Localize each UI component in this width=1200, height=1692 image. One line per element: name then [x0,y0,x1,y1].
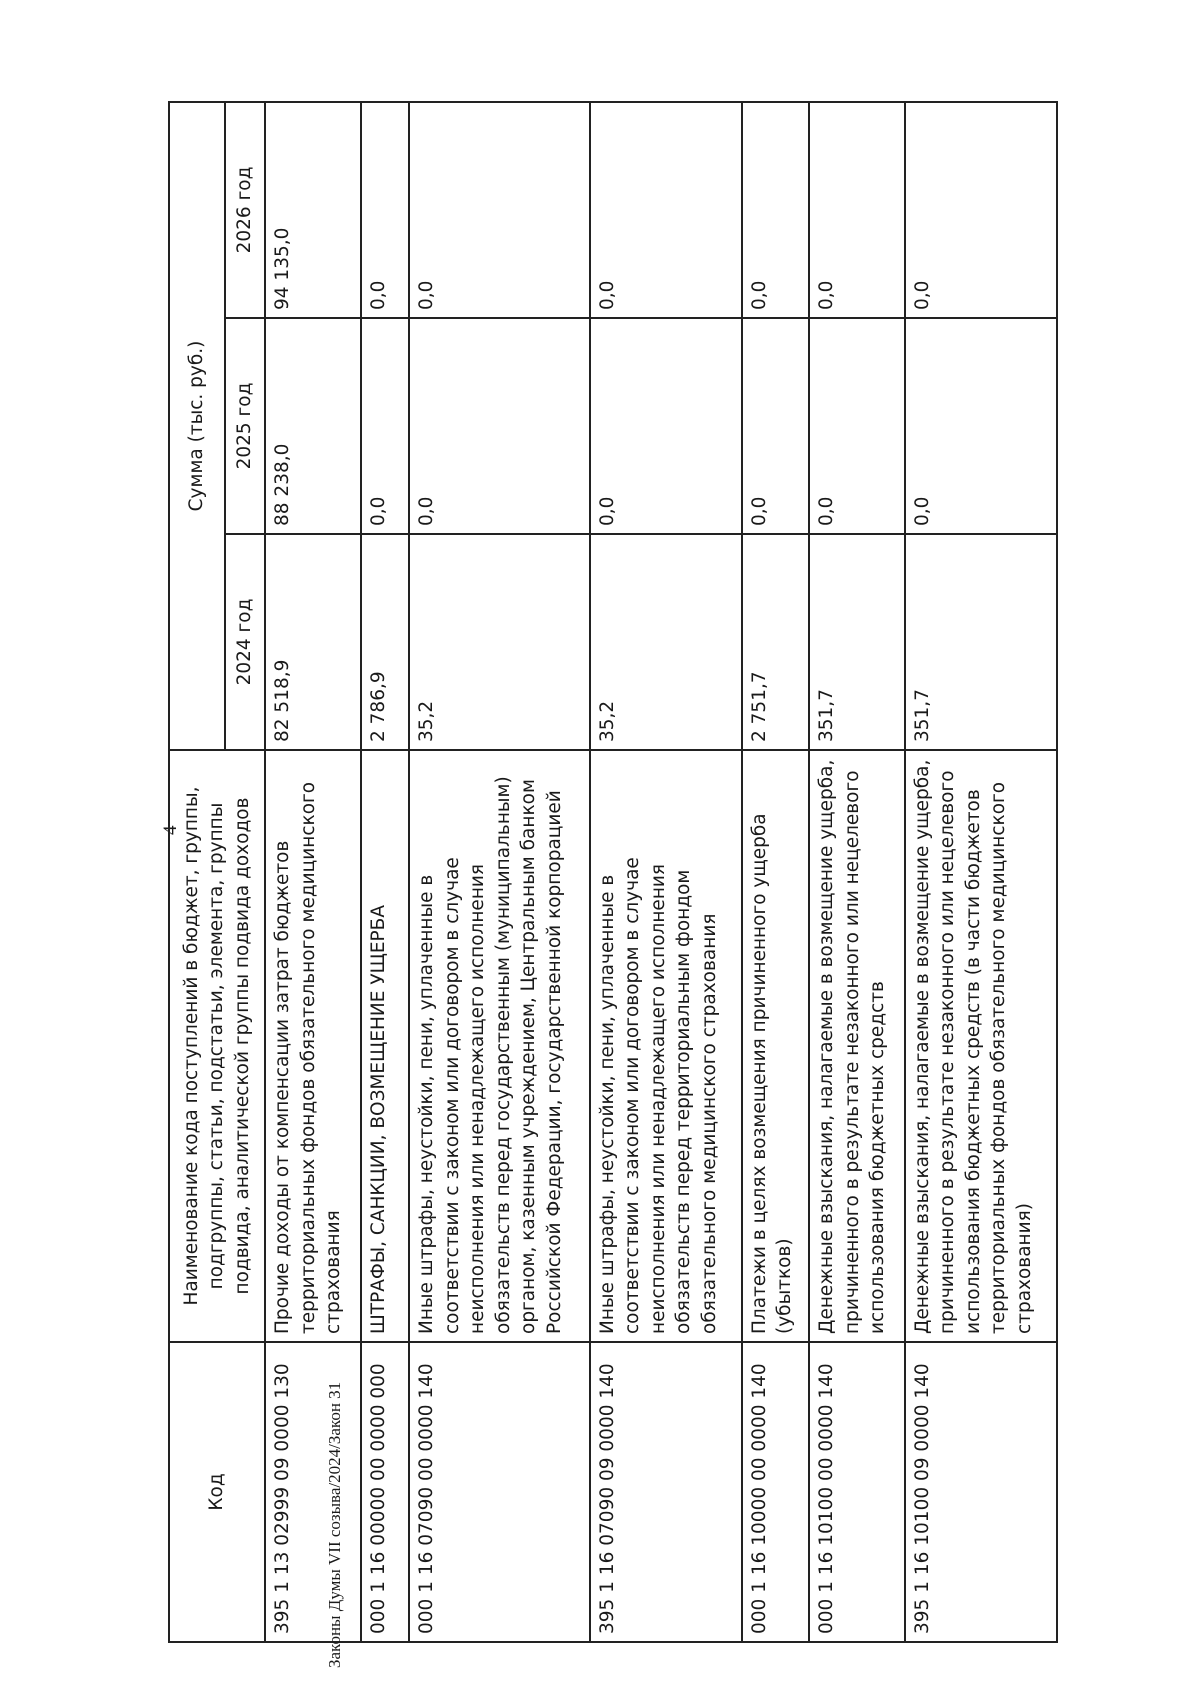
table-row [265,102,361,1642]
cell-2024: 35,2 [409,534,589,750]
header-2024: 2024 год [225,534,265,750]
cell-2025: 0,0 [809,318,905,534]
cell-2026: 0,0 [409,102,589,318]
cell-2024: 82 518,9 [265,534,361,750]
revenue-table [168,101,1058,1643]
cell-2025: 0,0 [590,318,742,534]
cell-2025: 88 238,0 [265,318,361,534]
cell-2026: 0,0 [742,102,809,318]
table-row [590,102,742,1642]
cell-name: Иные штрафы, неустойки, пени, уплаченные в соответствии с законом или договором в случае неисполнения или ненадлежащего исполнения обязательств перед государственным (муниципальным) органом, казенным учреждением, Центральным банком Российской Федерации, государственной корпорацией [409,750,589,1342]
cell-2025: 0,0 [905,318,1057,534]
cell-2026: 0,0 [590,102,742,318]
header-name: Наименование кода поступлений в бюджет, группы, подгруппы, статьи, подстатьи, элемента, группы подвида, аналитической группы подвида доходов [169,750,265,1342]
cell-code: 000 1 16 00000 00 0000 000 [361,1342,410,1642]
cell-name: Прочие доходы от компенсации затрат бюджетов территориальных фондов обязательного медицинского страхования [265,750,361,1342]
cell-name: ШТРАФЫ, САНКЦИИ, ВОЗМЕЩЕНИЕ УЩЕРБА [361,750,410,1342]
cell-2026: 94 135,0 [265,102,361,318]
cell-2024: 351,7 [905,534,1057,750]
cell-name: Платежи в целях возмещения причиненного ущерба (убытков) [742,750,809,1342]
cell-code: 000 1 16 07090 00 0000 140 [409,1342,589,1642]
table-row [409,102,589,1642]
page-number: 4 [160,825,181,835]
header-2026: 2026 год [225,102,265,318]
header-code: Код [169,1342,265,1642]
cell-code: 000 1 16 10100 00 0000 140 [809,1342,905,1642]
cell-code: 395 1 16 07090 09 0000 140 [590,1342,742,1642]
cell-2026: 0,0 [809,102,905,318]
cell-2025: 0,0 [409,318,589,534]
revenue-table-container [168,103,1058,1643]
table-row [809,102,905,1642]
table-row [905,102,1057,1642]
cell-name: Иные штрафы, неустойки, пени, уплаченные в соответствии с законом или договором в случае неисполнения или ненадлежащего исполнения обязательств перед территориальным фондом обязательного медицинского страхования [590,750,742,1342]
table-row [742,102,809,1642]
header-sum: Сумма (тыс. руб.) [169,102,225,750]
table-body [265,102,1057,1642]
cell-2024: 2 751,7 [742,534,809,750]
cell-2024: 351,7 [809,534,905,750]
cell-2025: 0,0 [742,318,809,534]
header-2025: 2025 год [225,318,265,534]
cell-2026: 0,0 [905,102,1057,318]
cell-2024: 2 786,9 [361,534,410,750]
cell-name: Денежные взыскания, налагаемые в возмещение ущерба, причиненного в результате незаконного или нецелевого использования бюджетных средств (в части бюджетов территориальных фондов обязательного медицинского страхования) [905,750,1057,1342]
cell-name: Денежные взыскания, налагаемые в возмещение ущерба, причиненного в результате незаконного или нецелевого использования бюджетных средств [809,750,905,1342]
footer-reference: Законы Думы VII созыва/2024/Закон 31 [325,1381,344,1668]
table-row [361,102,410,1642]
cell-2025: 0,0 [361,318,410,534]
cell-2026: 0,0 [361,102,410,318]
cell-code: 000 1 16 10000 00 0000 140 [742,1342,809,1642]
cell-2024: 35,2 [590,534,742,750]
cell-code: 395 1 16 10100 09 0000 140 [905,1342,1057,1642]
cell-code: 395 1 13 02999 09 0000 130 [265,1342,361,1642]
